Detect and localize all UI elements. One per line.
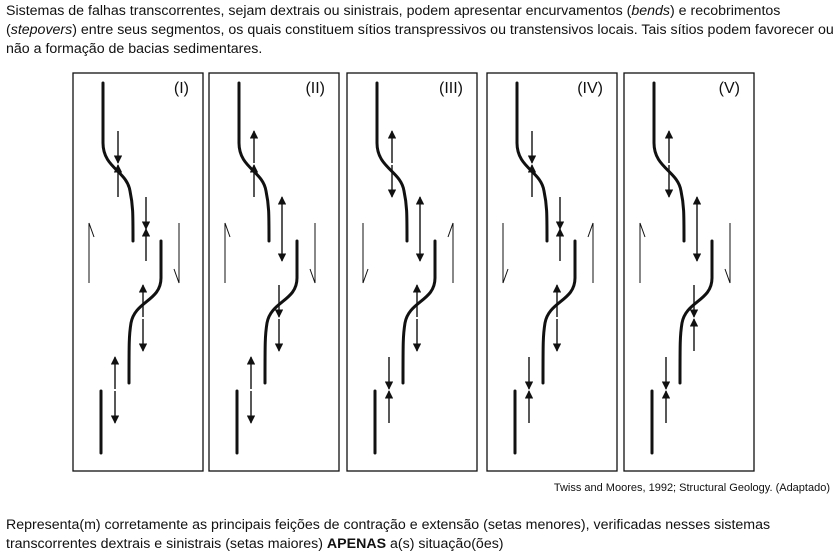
intro-term-stepovers: stepovers <box>10 22 73 38</box>
intro-text <box>6 2 834 59</box>
shear-arrow-left <box>225 223 230 283</box>
shear-arrow-right <box>174 223 179 283</box>
panel-frame <box>624 73 754 471</box>
shear-arrow-left <box>363 223 368 283</box>
panel-5 <box>624 73 754 471</box>
shear-arrow-left <box>89 223 94 283</box>
question-part2: a(s) situação(ões) <box>386 536 504 552</box>
panel-1 <box>73 73 203 471</box>
question-emphasis: APENAS <box>326 536 387 552</box>
figure-caption: Twiss and Moores, 1992; Structural Geology. (Adaptado) <box>553 482 830 494</box>
panel-label: (V) <box>718 80 740 97</box>
panel-label: (I) <box>173 80 189 97</box>
fault-trace-middle <box>680 241 712 383</box>
fault-trace-middle <box>403 241 435 383</box>
fault-trace-middle <box>129 241 161 383</box>
panel-3 <box>347 73 477 471</box>
panel-frame <box>209 73 339 471</box>
fault-trace-middle <box>265 241 297 383</box>
intro-part3: ) entre seus segmentos, os quais constituem sítios transpressivos ou transtensivos locais. Tais sítios podem favorecer ou não a formação de bacias sedimentares. <box>6 22 834 57</box>
shear-arrow-right <box>310 223 315 283</box>
intro-term-bends: bends <box>631 3 670 19</box>
fault-trace-middle <box>543 241 575 383</box>
fault-diagram-figure <box>0 70 839 475</box>
panel-frame <box>73 73 203 471</box>
shear-arrow-left <box>503 223 508 283</box>
intro-part1: Sistemas de falhas transcorrentes, sejam dextrais ou sinistrais, podem apresentar encurvamentos ( <box>6 3 632 19</box>
panel-label: (III) <box>439 80 463 97</box>
panel-4 <box>487 73 617 471</box>
panel-2 <box>209 73 339 471</box>
question-text <box>6 516 834 554</box>
panel-label: (II) <box>305 80 325 97</box>
shear-arrow-right <box>448 223 453 283</box>
shear-arrow-right <box>725 223 730 283</box>
shear-arrow-left <box>640 223 645 283</box>
panel-label: (IV) <box>577 80 603 97</box>
shear-arrow-right <box>588 223 593 283</box>
question-part1: Representa(m) corretamente as principais feições de contração e extensão (setas menores), verificadas nesses sistemas transcorrentes dextrais e sinistrais (setas maiores) <box>6 517 771 552</box>
intro-part2: ) e recobrimentos ( <box>6 3 781 38</box>
